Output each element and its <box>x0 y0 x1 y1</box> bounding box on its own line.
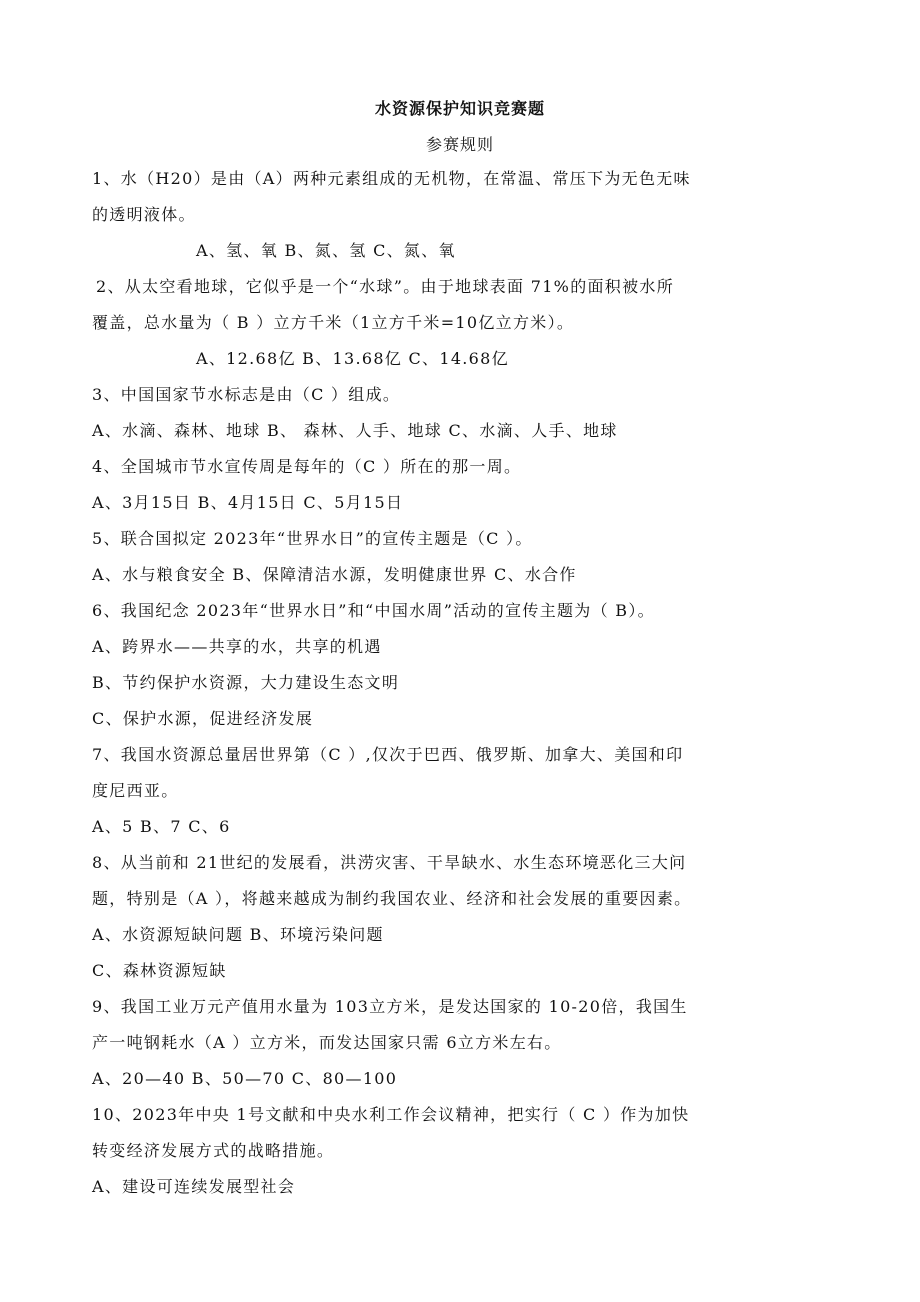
question-8-line-2: 题，特别是（A ），将越来越成为制约我国农业、经济和社会发展的重要因素。 <box>92 889 692 908</box>
document-subtitle: 参赛规则 <box>425 135 494 154</box>
question-7-options: A、5 B、7 C、6 <box>92 817 231 836</box>
question-10-line-2: 转变经济发展方式的战略措施。 <box>92 1141 335 1160</box>
question-6-option-b: B、节约保护水资源，大力建设生态文明 <box>92 673 400 692</box>
question-4-options: A、3月15日 B、4月15日 C、5月15日 <box>92 493 404 512</box>
question-10-line-1: 10、2023年中央 1号文献和中央水利工作会议精神，把实行（ C ）作为加快 <box>92 1105 690 1124</box>
question-2-options: A、12.68亿 B、13.68亿 C、14.68亿 <box>196 349 509 368</box>
question-5: 5、联合国拟定 2023年“世界水日”的宣传主题是（C ）。 <box>92 529 533 548</box>
question-6-option-a: A、跨界水——共享的水，共享的机遇 <box>92 637 382 656</box>
question-7-line-1: 7、我国水资源总量居世界第（C ）,仅次于巴西、俄罗斯、加拿大、美国和印 <box>92 745 684 764</box>
question-4: 4、全国城市节水宣传周是每年的（C ）所在的那一周。 <box>92 457 522 476</box>
question-3-options: A、水滴、森林、地球 B、 森林、人手、地球 C、水滴、人手、地球 <box>92 421 618 440</box>
question-5-options: A、水与粮食安全 B、保障清洁水源，发明健康世界 C、水合作 <box>92 565 577 584</box>
question-10-option-a: A、建设可连续发展型社会 <box>92 1177 296 1196</box>
question-8-line-1: 8、从当前和 21世纪的发展看，洪涝灾害、干旱缺水、水生态环境恶化三大问 <box>92 853 687 872</box>
question-9-line-1: 9、我国工业万元产值用水量为 103立方米，是发达国家的 10-20倍，我国生 <box>92 997 688 1016</box>
question-9-options: A、20—40 B、50—70 C、80—100 <box>92 1069 398 1088</box>
question-2-line-2: 覆盖，总水量为（ B ）立方千米（1立方千米=10亿立方米）。 <box>92 313 575 332</box>
document-title: 水资源保护知识竞赛题 <box>374 99 545 118</box>
question-7-line-2: 度尼西亚。 <box>92 781 179 800</box>
question-1-options: A、氢、氧 B、氮、氢 C、氮、氧 <box>196 241 456 260</box>
question-3: 3、中国国家节水标志是由（C ）组成。 <box>92 385 401 404</box>
question-6: 6、我国纪念 2023年“世界水日”和“中国水周”活动的宣传主题为（ B）。 <box>92 601 655 620</box>
question-1-line-2: 的透明液体。 <box>92 205 196 224</box>
question-2-line-1: 2、从太空看地球，它似乎是一个“水球”。由于地球表面 71%的面积被水所 <box>96 277 674 296</box>
question-8-option-c: C、森林资源短缺 <box>92 961 227 980</box>
question-9-line-2: 产一吨钢耗水（A ）立方米，而发达国家只需 6立方米左右。 <box>92 1033 562 1052</box>
question-8-options-ab: A、水资源短缺问题 B、环境污染问题 <box>92 925 384 944</box>
question-6-option-c: C、保护水源，促进经济发展 <box>92 709 314 728</box>
question-1-line-1: 1、水（H20）是由（A）两种元素组成的无机物，在常温、常压下为无色无味 <box>92 169 691 188</box>
